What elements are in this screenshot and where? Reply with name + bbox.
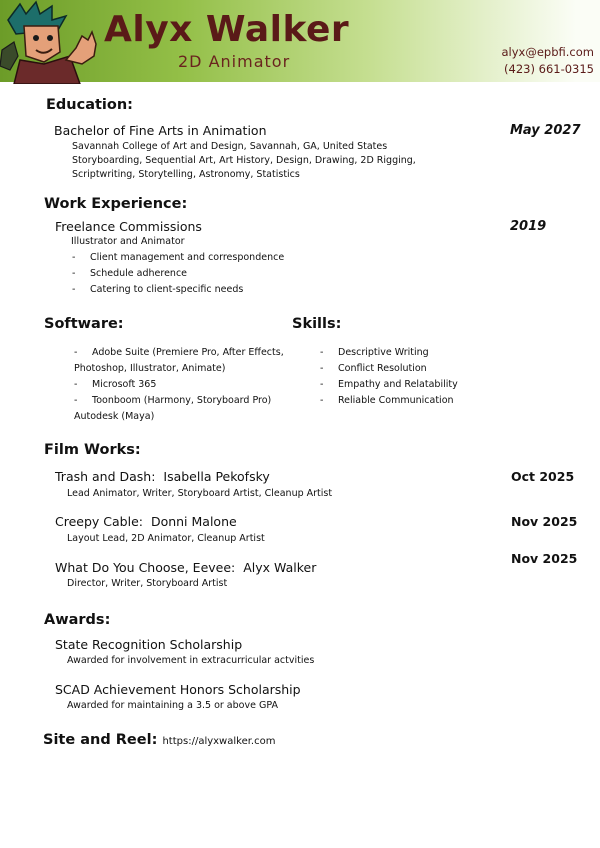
software-item: - Adobe Suite (Premiere Pro, After Effects, bbox=[74, 347, 284, 358]
software-item-continued: Photoshop, Illustrator, Animate) bbox=[74, 363, 226, 374]
awards-heading: Awards: bbox=[44, 612, 111, 628]
film-title: What Do You Choose, Eevee: bbox=[55, 560, 236, 575]
skill-item: - Empathy and Relatability bbox=[320, 379, 458, 390]
film-title-line bbox=[55, 469, 270, 484]
education-date: May 2027 bbox=[510, 123, 581, 138]
contact-phone: (423) 661-0315 bbox=[504, 62, 594, 76]
work-bullet: - Schedule adherence bbox=[72, 268, 188, 279]
award-name: SCAD Achievement Honors Scholarship bbox=[55, 682, 301, 697]
film-date: Nov 2025 bbox=[511, 551, 578, 566]
film-author: Donni Malone bbox=[150, 514, 237, 529]
film-author: Alyx Walker bbox=[243, 560, 317, 575]
software-heading: Software: bbox=[44, 316, 124, 332]
film-date: Nov 2025 bbox=[511, 514, 578, 529]
software-item: - Microsoft 365 bbox=[74, 379, 157, 390]
film-roles: Lead Animator, Writer, Storyboard Artist, Cleanup Artist bbox=[67, 488, 333, 499]
work-role: Illustrator and Animator bbox=[71, 236, 185, 247]
skills-heading: Skills: bbox=[292, 316, 342, 332]
character-avatar bbox=[0, 0, 100, 84]
film-title: Trash and Dash: bbox=[55, 469, 156, 484]
skill-item: - Conflict Resolution bbox=[320, 363, 427, 374]
applicant-name: Alyx Walker bbox=[104, 9, 350, 50]
film-title-line bbox=[55, 514, 237, 529]
award-description: Awarded for maintaining a 3.5 or above GPA bbox=[67, 700, 278, 711]
education-courses-line1: Storyboarding, Sequential Art, Art History, Design, Drawing, 2D Rigging, bbox=[72, 155, 416, 166]
education-degree: Bachelor of Fine Arts in Animation bbox=[54, 123, 267, 138]
site-line bbox=[43, 729, 275, 748]
contact-email[interactable]: alyx@epbfi.com bbox=[501, 45, 594, 59]
work-bullet: - Client management and correspondence bbox=[72, 252, 285, 263]
film-title-line bbox=[55, 560, 316, 575]
education-heading: Education: bbox=[46, 97, 133, 113]
film-roles: Layout Lead, 2D Animator, Cleanup Artist bbox=[67, 533, 265, 544]
work-date: 2019 bbox=[510, 219, 547, 234]
education-courses-line2: Scriptwriting, Storytelling, Astronomy, Statistics bbox=[72, 169, 300, 180]
skill-item: - Reliable Communication bbox=[320, 395, 454, 406]
software-item: Autodesk (Maya) bbox=[74, 411, 155, 422]
work-job: Freelance Commissions bbox=[55, 219, 202, 234]
work-bullet: - Catering to client-specific needs bbox=[72, 284, 244, 295]
site-heading: Site and Reel: bbox=[43, 732, 158, 748]
site-url[interactable]: https://alyxwalker.com bbox=[162, 736, 276, 747]
software-item: - Toonboom (Harmony, Storyboard Pro) bbox=[74, 395, 272, 406]
film-heading: Film Works: bbox=[44, 442, 141, 458]
film-roles: Director, Writer, Storyboard Artist bbox=[67, 578, 228, 589]
film-author: Isabella Pekofsky bbox=[163, 469, 270, 484]
skill-item: - Descriptive Writing bbox=[320, 347, 429, 358]
education-school: Savannah College of Art and Design, Savannah, GA, United States bbox=[72, 141, 388, 152]
award-name: State Recognition Scholarship bbox=[55, 637, 243, 652]
award-description: Awarded for involvement in extracurricular actvities bbox=[67, 655, 315, 666]
film-date: Oct 2025 bbox=[511, 469, 575, 484]
applicant-title: 2D Animator bbox=[178, 52, 291, 71]
film-title: Creepy Cable: bbox=[55, 514, 143, 529]
work-heading: Work Experience: bbox=[44, 196, 188, 212]
